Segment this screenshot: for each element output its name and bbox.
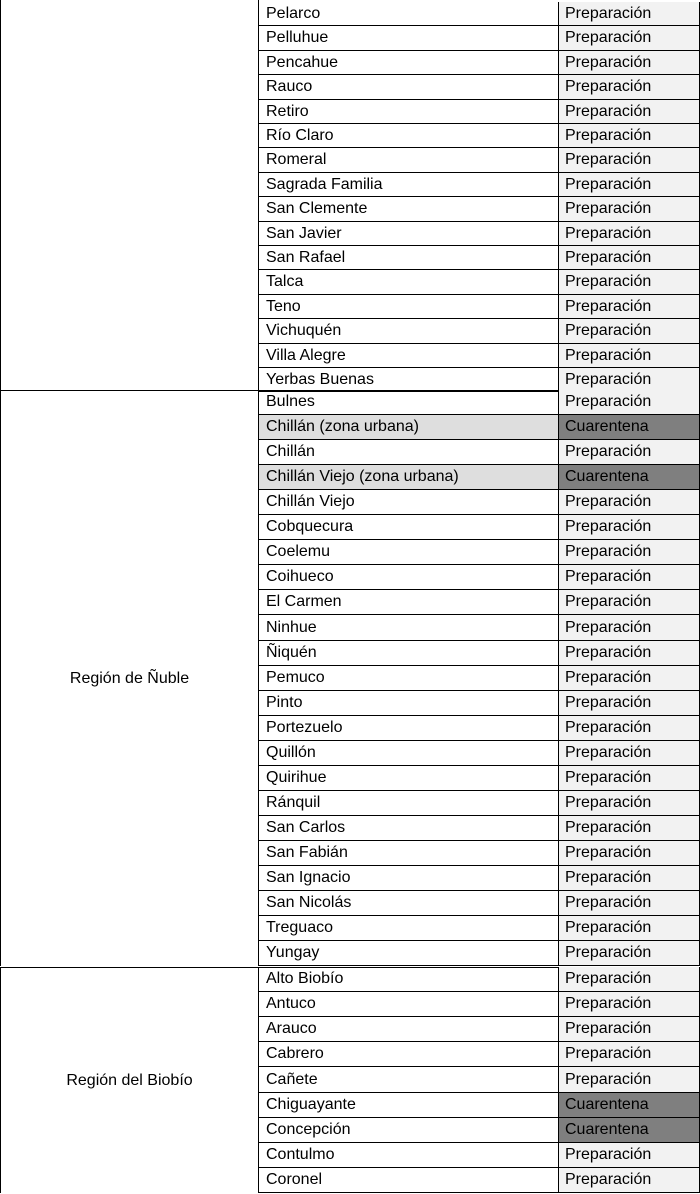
- commune-name: Concepción: [259, 1118, 559, 1142]
- table-row: [259, 816, 700, 841]
- table-row: [259, 100, 700, 124]
- table-row: [259, 992, 700, 1017]
- table-row: [259, 515, 700, 540]
- region-label: Región del Biobío: [66, 1071, 193, 1089]
- table-row: [259, 841, 700, 866]
- commune-name: Cobquecura: [259, 515, 559, 539]
- table-row: [259, 866, 700, 891]
- commune-name: Pinto: [259, 691, 559, 715]
- commune-name: Ninhue: [259, 615, 559, 640]
- status-preparation: Preparación: [559, 173, 700, 196]
- commune-name: Quillón: [259, 741, 559, 765]
- table-row: [259, 716, 700, 741]
- table-row: [259, 916, 700, 941]
- status-preparation: Preparación: [559, 319, 700, 343]
- commune-name: El Carmen: [259, 590, 559, 614]
- table-row: [259, 891, 700, 916]
- table-row: [259, 368, 700, 392]
- status-preparation: Preparación: [559, 440, 700, 464]
- status-preparation: Preparación: [559, 941, 700, 965]
- status-preparation: Preparación: [559, 992, 700, 1016]
- commune-name: San Nicolás: [259, 891, 559, 915]
- table-row: [259, 666, 700, 691]
- status-preparation: Preparación: [559, 1143, 700, 1167]
- status-preparation: Preparación: [559, 51, 700, 74]
- status-preparation: Preparación: [559, 791, 700, 815]
- status-preparation: Preparación: [559, 75, 700, 99]
- commune-name: Yungay: [259, 941, 559, 965]
- commune-name: Pelarco: [259, 2, 559, 25]
- table-row: [259, 565, 700, 590]
- status-preparation: Preparación: [559, 916, 700, 940]
- table-row: [259, 222, 700, 246]
- commune-name: Alto Biobío: [259, 967, 559, 991]
- commune-name: Ñiquén: [259, 641, 559, 665]
- table-row: [259, 319, 700, 344]
- commune-name: Chillán Viejo (zona urbana): [259, 465, 559, 489]
- table-row: [259, 295, 700, 319]
- commune-name: Arauco: [259, 1017, 559, 1041]
- table-row: [259, 791, 700, 816]
- table-row: [259, 390, 700, 415]
- status-preparation: Preparación: [559, 540, 700, 564]
- status-preparation: Preparación: [559, 766, 700, 790]
- status-preparation: Preparación: [559, 1067, 700, 1092]
- table-row: [259, 197, 700, 222]
- table-row: [259, 691, 700, 716]
- table-row: [259, 344, 700, 368]
- commune-name: Quirihue: [259, 766, 559, 790]
- commune-name: Treguaco: [259, 916, 559, 940]
- status-preparation: Preparación: [559, 816, 700, 840]
- status-preparation: Preparación: [559, 565, 700, 589]
- commune-name: Portezuelo: [259, 716, 559, 740]
- status-preparation: Preparación: [559, 26, 700, 50]
- commune-name: Villa Alegre: [259, 344, 559, 367]
- status-quarantine: Cuarentena: [559, 465, 700, 489]
- commune-name: Retiro: [259, 100, 559, 123]
- commune-name: San Rafael: [259, 246, 559, 269]
- table-row: [259, 1143, 700, 1168]
- table-row: [259, 967, 700, 992]
- commune-name: Teno: [259, 295, 559, 318]
- status-preparation: Preparación: [559, 368, 700, 391]
- status-preparation: Preparación: [559, 716, 700, 740]
- table-row: [259, 540, 700, 565]
- commune-name: Romeral: [259, 148, 559, 172]
- table-row: [259, 490, 700, 515]
- status-preparation: Preparación: [559, 100, 700, 123]
- status-preparation: Preparación: [559, 515, 700, 539]
- table-row: [259, 1017, 700, 1042]
- commune-name: Chillán: [259, 440, 559, 464]
- table-row: [259, 2, 700, 26]
- commune-name: Chillán (zona urbana): [259, 415, 559, 439]
- status-preparation: Preparación: [559, 295, 700, 318]
- commune-name: Ránquil: [259, 791, 559, 815]
- commune-name: San Javier: [259, 222, 559, 245]
- table-row: [259, 246, 700, 270]
- commune-name: Chillán Viejo: [259, 490, 559, 514]
- status-preparation: Preparación: [559, 2, 700, 25]
- table-row: [259, 270, 700, 295]
- commune-name: Antuco: [259, 992, 559, 1016]
- status-preparation: Preparación: [559, 246, 700, 269]
- commune-name: Talca: [259, 270, 559, 294]
- status-preparation: Preparación: [559, 270, 700, 294]
- status-preparation: Preparación: [559, 1017, 700, 1041]
- commune-name: San Ignacio: [259, 866, 559, 890]
- table-row: [259, 148, 700, 173]
- status-preparation: Preparación: [559, 590, 700, 614]
- commune-name: Chiguayante: [259, 1093, 559, 1117]
- status-quarantine: Cuarentena: [559, 1093, 700, 1117]
- commune-name: Cañete: [259, 1067, 559, 1092]
- status-preparation: Preparación: [559, 666, 700, 690]
- status-preparation: Preparación: [559, 490, 700, 514]
- commune-name: Coronel: [259, 1168, 559, 1192]
- status-quarantine: Cuarentena: [559, 415, 700, 439]
- commune-name: Pencahue: [259, 51, 559, 74]
- table-row: [259, 415, 700, 440]
- table-row: [259, 766, 700, 791]
- commune-name: Pemuco: [259, 666, 559, 690]
- status-preparation: Preparación: [559, 1042, 700, 1066]
- commune-name: Sagrada Familia: [259, 173, 559, 196]
- table-row: [259, 741, 700, 766]
- table-row: [259, 941, 700, 966]
- table-row: [259, 1067, 700, 1093]
- commune-name: San Fabián: [259, 841, 559, 865]
- commune-name: San Carlos: [259, 816, 559, 840]
- table-row: [259, 615, 700, 641]
- status-preparation: Preparación: [559, 148, 700, 172]
- status-preparation: Preparación: [559, 891, 700, 915]
- commune-name: Vichuquén: [259, 319, 559, 343]
- commune-name: Bulnes: [259, 390, 559, 414]
- status-preparation: Preparación: [559, 197, 700, 221]
- commune-name: Yerbas Buenas: [259, 368, 559, 391]
- table-row: [259, 1168, 700, 1193]
- commune-name: Rauco: [259, 75, 559, 99]
- status-preparation: Preparación: [559, 741, 700, 765]
- commune-name: Pelluhue: [259, 26, 559, 50]
- table-row: [259, 465, 700, 490]
- region-cell: [0, 390, 259, 966]
- table-row: [259, 173, 700, 197]
- status-preparation: Preparación: [559, 967, 700, 991]
- table-row: [259, 75, 700, 100]
- status-preparation: Preparación: [559, 1168, 700, 1192]
- status-quarantine: Cuarentena: [559, 1118, 700, 1142]
- region-cell: [0, 967, 259, 1193]
- table-row: [259, 440, 700, 465]
- status-preparation: Preparación: [559, 641, 700, 665]
- commune-name: San Clemente: [259, 197, 559, 221]
- region-cell: [0, 0, 259, 390]
- status-preparation: Preparación: [559, 866, 700, 890]
- table-row: [259, 26, 700, 51]
- table-row: [259, 124, 700, 148]
- status-preparation: Preparación: [559, 222, 700, 245]
- status-preparation: Preparación: [559, 344, 700, 367]
- status-preparation: Preparación: [559, 841, 700, 865]
- commune-name: Coelemu: [259, 540, 559, 564]
- table-row: [259, 641, 700, 666]
- table-row: [259, 1093, 700, 1118]
- status-preparation: Preparación: [559, 615, 700, 640]
- commune-name: Coihueco: [259, 565, 559, 589]
- status-preparation: Preparación: [559, 390, 700, 414]
- table-row: [259, 51, 700, 75]
- commune-name: Cabrero: [259, 1042, 559, 1066]
- status-preparation: Preparación: [559, 124, 700, 147]
- status-preparation: Preparación: [559, 691, 700, 715]
- table-row: [259, 1042, 700, 1067]
- table-row: [259, 590, 700, 615]
- table-row: [259, 1118, 700, 1143]
- commune-name: Contulmo: [259, 1143, 559, 1167]
- commune-name: Río Claro: [259, 124, 559, 147]
- region-label: Región de Ñuble: [69, 669, 190, 687]
